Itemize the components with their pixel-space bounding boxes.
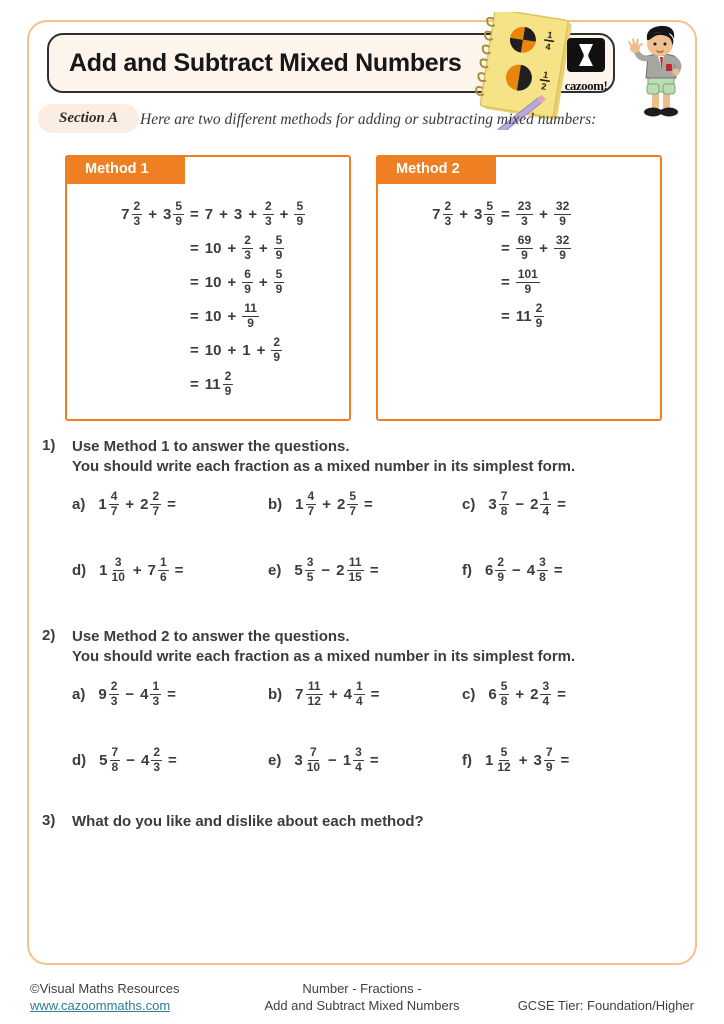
part-expression	[293, 746, 383, 774]
whole-number: 6	[488, 685, 497, 703]
operator: +	[539, 239, 548, 257]
whole-number: 1	[98, 495, 107, 513]
operator: =	[364, 495, 373, 513]
whole-number: 9	[98, 685, 107, 703]
whole-number: 11	[515, 307, 532, 325]
cazoom-logo	[560, 38, 612, 93]
fraction: $\frac{2}{9}$	[535, 301, 543, 330]
operator: =	[501, 205, 510, 223]
whole-number: 4	[140, 751, 150, 769]
operator: +	[132, 561, 142, 579]
operator: −	[328, 751, 337, 769]
part-expression	[294, 490, 378, 518]
fraction: $\frac{1}{4}$	[542, 489, 550, 518]
operator: =	[190, 205, 199, 223]
question-1-row-1	[72, 483, 672, 525]
operator: +	[459, 205, 468, 223]
question-number: 2)	[42, 627, 56, 644]
whole-number: 2	[530, 685, 539, 703]
worked-example-line	[67, 197, 349, 231]
part-label: f)	[462, 751, 472, 769]
topic-line-1: Number - Fractions -	[302, 981, 422, 996]
fraction: $\frac{23}{3}$	[517, 199, 532, 228]
fraction: $\frac{7}{9}$	[545, 745, 553, 774]
operator: =	[553, 561, 563, 579]
question-part-2f	[462, 739, 574, 781]
whole-number: 2	[336, 561, 345, 579]
part-label: a)	[72, 495, 86, 513]
svg-text:1: 1	[546, 29, 554, 41]
fraction: $\frac{7}{8}$	[111, 745, 119, 774]
schoolboy-mascot	[620, 24, 700, 120]
operator: =	[190, 341, 199, 359]
method-1-tab: Method 1	[65, 155, 185, 184]
question-1-row-2	[72, 549, 672, 591]
fraction: $\frac{7}{8}$	[500, 489, 508, 518]
question-part-1e	[268, 549, 384, 591]
fraction: $\frac{5}{12}$	[497, 745, 511, 774]
fraction: $\frac{5}{9}$	[275, 267, 283, 296]
part-expression	[98, 746, 182, 774]
fraction: $\frac{32}{9}$	[555, 199, 570, 228]
whole-number: 5	[294, 561, 303, 579]
operator: +	[256, 341, 266, 359]
whole-number: 7	[147, 561, 156, 579]
part-label: c)	[462, 495, 476, 513]
operator: +	[518, 751, 528, 769]
operator: +	[515, 685, 525, 703]
question-text: Use Method 1 to answer the questions. You should write each fraction as a mixed number in its simplest form.	[72, 438, 576, 475]
question-part-1a	[72, 483, 181, 525]
whole-number: 2	[140, 495, 149, 513]
part-label: d)	[72, 751, 87, 769]
questions-section	[40, 437, 680, 877]
operator: +	[219, 205, 228, 223]
fraction: $\frac{5}{9}$	[296, 199, 304, 228]
question-part-2c	[462, 673, 571, 715]
whole-number: 3	[233, 205, 243, 223]
operator: +	[258, 273, 268, 291]
part-expression	[293, 556, 383, 584]
cazoom-logo-text: cazoom!	[564, 78, 608, 93]
fraction: $\frac{2}{9}$	[497, 555, 505, 584]
operator: =	[190, 307, 199, 325]
whole-number: 3	[162, 205, 172, 223]
question-2-row-1	[72, 673, 672, 715]
operator: =	[557, 685, 566, 703]
part-label: b)	[268, 685, 283, 703]
operator: =	[369, 561, 379, 579]
operator: −	[125, 685, 135, 703]
fraction: $\frac{2}{9}$	[273, 335, 281, 364]
question-part-2d	[72, 739, 182, 781]
whole-number: 2	[336, 495, 346, 513]
question-part-1d	[72, 549, 188, 591]
section-instruction: Here are two different methods for adding or subtracting mixed numbers:	[140, 111, 597, 128]
part-label: a)	[72, 685, 86, 703]
operator: =	[168, 751, 177, 769]
fraction: $\frac{5}{9}$	[175, 199, 182, 228]
question-2-row-2	[72, 739, 672, 781]
whole-number: 3	[294, 751, 303, 769]
fraction: $\frac{3}{10}$	[111, 555, 125, 584]
worked-example-line	[67, 367, 349, 401]
operator: +	[539, 205, 548, 223]
fraction: $\frac{2}{7}$	[152, 489, 160, 518]
footer-copyright-block	[30, 980, 245, 1014]
question-part-1c	[462, 483, 571, 525]
whole-number: 3	[533, 751, 542, 769]
fraction: $\frac{2}{3}$	[264, 199, 272, 228]
fraction: $\frac{2}{3}$	[444, 199, 452, 228]
footer-tier-block	[479, 997, 694, 1014]
fraction: $\frac{11}{15}$	[348, 555, 362, 584]
operator: −	[126, 751, 135, 769]
fraction: $\frac{5}{9}$	[486, 199, 493, 228]
operator: +	[227, 307, 237, 325]
fraction: $\frac{32}{9}$	[555, 233, 570, 262]
operator: +	[258, 239, 268, 257]
whole-number: 10	[204, 273, 222, 291]
part-expression	[98, 556, 188, 584]
part-label: e)	[268, 561, 282, 579]
operator: =	[190, 375, 199, 393]
question-text: Use Method 2 to answer the questions. You should write each fraction as a mixed number in its simplest form.	[72, 628, 576, 665]
operator: +	[227, 239, 237, 257]
whole-number: 4	[343, 685, 352, 703]
operator: +	[227, 341, 237, 359]
operator: =	[501, 239, 510, 257]
whole-number: 2	[530, 495, 539, 513]
worked-example-line	[378, 197, 660, 231]
whole-number: 1	[485, 751, 494, 769]
operator: −	[515, 495, 525, 513]
operator: =	[190, 239, 199, 257]
whole-number: 1	[99, 561, 108, 579]
part-expression	[484, 556, 568, 584]
part-expression	[294, 680, 384, 708]
worked-example-line	[67, 231, 349, 265]
part-expression	[97, 680, 181, 708]
fraction: $\frac{1}{3}$	[152, 679, 160, 708]
whole-number: 7	[295, 685, 304, 703]
fraction: $\frac{3}{5}$	[306, 555, 314, 584]
operator: +	[279, 205, 289, 223]
operator: +	[148, 205, 157, 223]
worked-example-line	[67, 299, 349, 333]
operator: =	[369, 751, 379, 769]
operator: +	[227, 273, 237, 291]
part-label: f)	[462, 561, 472, 579]
operator: −	[321, 561, 331, 579]
method-2-box	[376, 155, 662, 421]
operator: =	[190, 273, 199, 291]
whole-number: 3	[488, 495, 497, 513]
whole-number: 10	[204, 307, 222, 325]
fraction: $\frac{5}{9}$	[275, 233, 283, 262]
whole-number: 10	[204, 341, 222, 359]
part-label: c)	[462, 685, 476, 703]
question-part-1f	[462, 549, 568, 591]
operator: +	[328, 685, 338, 703]
fraction: $\frac{6}{9}$	[244, 267, 251, 296]
whole-number: 11	[204, 375, 221, 393]
part-label: e)	[268, 751, 282, 769]
svg-text:4: 4	[544, 41, 552, 53]
operator: =	[167, 495, 176, 513]
method-2-equations	[378, 197, 660, 333]
fraction: $\frac{5}{7}$	[349, 489, 356, 518]
fraction: $\frac{3}{4}$	[355, 745, 362, 774]
operator: =	[557, 495, 566, 513]
whole-number: 5	[99, 751, 108, 769]
topic-line-2: Add and Subtract Mixed Numbers	[264, 998, 460, 1013]
question-part-2e	[268, 739, 384, 781]
page-title: Add and Subtract Mixed Numbers	[69, 48, 462, 77]
fraction: $\frac{4}{7}$	[307, 489, 315, 518]
question-part-2a	[72, 673, 181, 715]
method-1-box	[65, 155, 351, 421]
part-expression	[487, 680, 571, 708]
operator: +	[322, 495, 331, 513]
fraction: $\frac{3}{8}$	[539, 555, 546, 584]
fraction: $\frac{2}{3}$	[244, 233, 251, 262]
part-label: b)	[268, 495, 283, 513]
whole-number: 4	[526, 561, 536, 579]
fraction: $\frac{4}{7}$	[110, 489, 118, 518]
fraction: $\frac{5}{8}$	[500, 679, 508, 708]
tier-text: GCSE Tier: Foundation/Higher	[517, 998, 694, 1013]
worked-example-line	[67, 333, 349, 367]
whole-number: 10	[204, 239, 222, 257]
part-expression	[487, 490, 571, 518]
operator: =	[174, 561, 184, 579]
question-text: What do you like and dislike about each method?	[72, 813, 424, 830]
section-label: Section A	[38, 104, 139, 133]
operator: =	[501, 273, 510, 291]
fraction: $\frac{2}{3}$	[110, 679, 118, 708]
part-expression	[484, 746, 574, 774]
operator: −	[512, 561, 521, 579]
fraction: $\frac{11}{9}$	[244, 301, 257, 330]
whole-number: 1	[295, 495, 304, 513]
whole-number: 1	[242, 341, 251, 359]
fraction: $\frac{2}{3}$	[133, 199, 141, 228]
fraction: $\frac{2}{3}$	[153, 745, 160, 774]
fraction: $\frac{3}{4}$	[542, 679, 550, 708]
website-link[interactable]: www.cazoommaths.com	[30, 998, 171, 1013]
operator: =	[167, 685, 176, 703]
footer-topic-block	[245, 980, 479, 1014]
whole-number: 6	[485, 561, 494, 579]
fraction: $\frac{1}{4}$	[355, 679, 363, 708]
question-number: 1)	[42, 437, 56, 454]
fraction: $\frac{11}{12}$	[307, 679, 321, 708]
whole-number: 1	[342, 751, 352, 769]
fraction: $\frac{2}{9}$	[224, 369, 232, 398]
whole-number: 7	[204, 205, 214, 223]
part-label: d)	[72, 561, 87, 579]
question-part-2b	[268, 673, 384, 715]
method-1-equations	[67, 197, 349, 401]
worked-example-line	[378, 265, 660, 299]
whole-number: 3	[473, 205, 483, 223]
svg-text:1: 1	[542, 69, 549, 81]
fraction: $\frac{7}{10}$	[306, 745, 321, 774]
worked-example-line	[67, 265, 349, 299]
whole-number: 7	[121, 205, 130, 223]
part-expression	[97, 490, 181, 518]
page-footer	[30, 980, 694, 1014]
copyright-text: ©Visual Maths Resources	[30, 981, 180, 996]
operator: =	[560, 751, 570, 769]
worked-example-line	[378, 299, 660, 333]
whole-number: 4	[140, 685, 149, 703]
question-number: 3)	[42, 812, 56, 829]
operator: +	[248, 205, 257, 223]
question-part-1b	[268, 483, 378, 525]
fraction: $\frac{69}{9}$	[517, 233, 532, 262]
method-2-tab: Method 2	[376, 155, 496, 184]
operator: +	[125, 495, 135, 513]
fraction: $\frac{101}{9}$	[517, 267, 538, 296]
worked-example-line	[378, 231, 660, 265]
operator: =	[501, 307, 510, 325]
operator: =	[370, 685, 380, 703]
svg-text:2: 2	[540, 81, 548, 92]
fraction: $\frac{1}{6}$	[159, 555, 167, 584]
whole-number: 7	[432, 205, 441, 223]
